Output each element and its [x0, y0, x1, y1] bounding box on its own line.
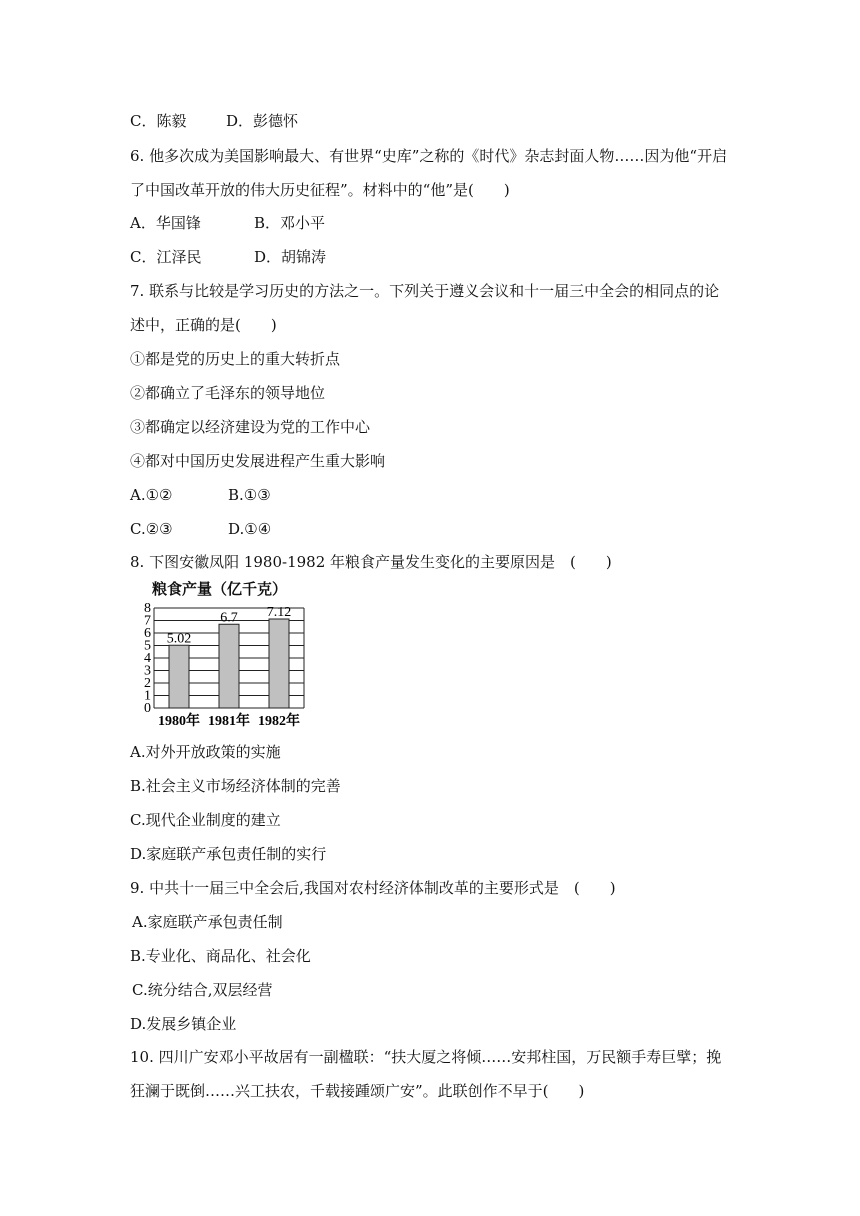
y-tick-label: 1: [144, 688, 151, 704]
bar-1982年: [269, 619, 289, 708]
q7-option-b: B.①③: [228, 486, 271, 504]
y-tick-label: 3: [144, 663, 151, 679]
q7-statement-3: ③都确定以经济建设为党的工作中心: [130, 418, 371, 436]
y-tick-label: 2: [144, 676, 151, 691]
q5-options-row: [130, 110, 750, 132]
q7-stem-line1: 7. 联系与比较是学习历史的方法之一。下列关于遵义会议和十一届三中全会的相同点的论: [130, 282, 720, 300]
q7-options-ab: [130, 484, 750, 506]
q6-options-ab: [130, 212, 750, 234]
bar-1980年: [169, 645, 189, 708]
q5-option-c: C．陈毅: [130, 112, 187, 130]
q7-options-cd: [130, 518, 750, 540]
y-tick-label: 4: [144, 651, 151, 666]
q9-stem: 9. 中共十一届三中全会后,我国对农村经济体制改革的主要形式是 ( ): [130, 879, 616, 897]
q7-statement-4: ④都对中国历史发展进程产生重大影响: [130, 452, 386, 470]
q9-option-c: C.统分结合,双层经营: [132, 981, 273, 999]
y-tick-label: 6: [144, 626, 151, 641]
q6-option-a: A．华国锋: [130, 214, 201, 232]
bar-1981年: [219, 624, 239, 708]
q7-statement-1: ①都是党的历史上的重大转折点: [130, 350, 341, 368]
q9-option-d: D.发展乡镇企业: [130, 1015, 237, 1033]
q8-option-b: B.社会主义市场经济体制的完善: [130, 777, 341, 795]
q8-option-c: C.现代企业制度的建立: [130, 811, 281, 829]
grain-output-chart: [130, 578, 320, 734]
y-tick-label: 0: [144, 701, 151, 716]
data-label: 6.7: [220, 610, 238, 626]
y-tick-label: 7: [144, 613, 151, 629]
q6-options-cd: [130, 246, 750, 268]
q6-option-b: B．邓小平: [254, 214, 326, 232]
q6-stem-line1: 6. 他多次成为美国影响最大、有世界“史库”之称的《时代》杂志封面人物……因为他“开启: [130, 147, 728, 165]
q7-option-c: C.②③: [130, 520, 173, 538]
data-label: 7.12: [266, 605, 292, 620]
q9-option-b: B.专业化、商品化、社会化: [130, 947, 311, 965]
q10-stem-line1: 10. 四川广安邓小平故居有一副楹联：“扶大厦之将倾……安邦柱国，万民额手寿巨擘；挽: [130, 1048, 722, 1066]
chart-title: 粮食产量（亿千克）: [152, 580, 288, 598]
data-label: 5.02: [166, 631, 192, 647]
y-tick-label: 8: [144, 601, 151, 616]
q7-option-a: A.①②: [130, 486, 173, 504]
q7-statement-2: ②都确立了毛泽东的领导地位: [130, 384, 326, 402]
x-tick-label: 1982年: [258, 714, 300, 729]
chart-svg: [130, 578, 320, 734]
q6-option-d: D．胡锦涛: [254, 248, 327, 266]
y-tick-label: 5: [144, 638, 151, 654]
q8-stem: 8. 下图安徽凤阳 1980-1982 年粮食产量发生变化的主要原因是 ( ): [130, 553, 612, 571]
q8-option-a: A.对外开放政策的实施: [130, 743, 281, 761]
x-tick-label: 1981年: [208, 714, 250, 729]
q8-option-d: D.家庭联产承包责任制的实行: [130, 845, 327, 863]
q7-option-d: D.①④: [228, 520, 272, 538]
q6-option-c: C．江泽民: [130, 248, 202, 266]
q5-option-d: D．彭德怀: [226, 112, 299, 130]
q7-stem-line2: 述中，正确的是( ): [130, 316, 277, 334]
x-tick-label: 1980年: [158, 714, 200, 729]
q9-option-a: A.家庭联产承包责任制: [132, 913, 283, 931]
q6-stem-line2: 了中国改革开放的伟大历史征程”。材料中的“他”是( ): [130, 181, 510, 199]
q10-stem-line2: 狂澜于既倒……兴工扶农，千载接踵颂广安”。此联创作不早于( ): [130, 1082, 585, 1100]
